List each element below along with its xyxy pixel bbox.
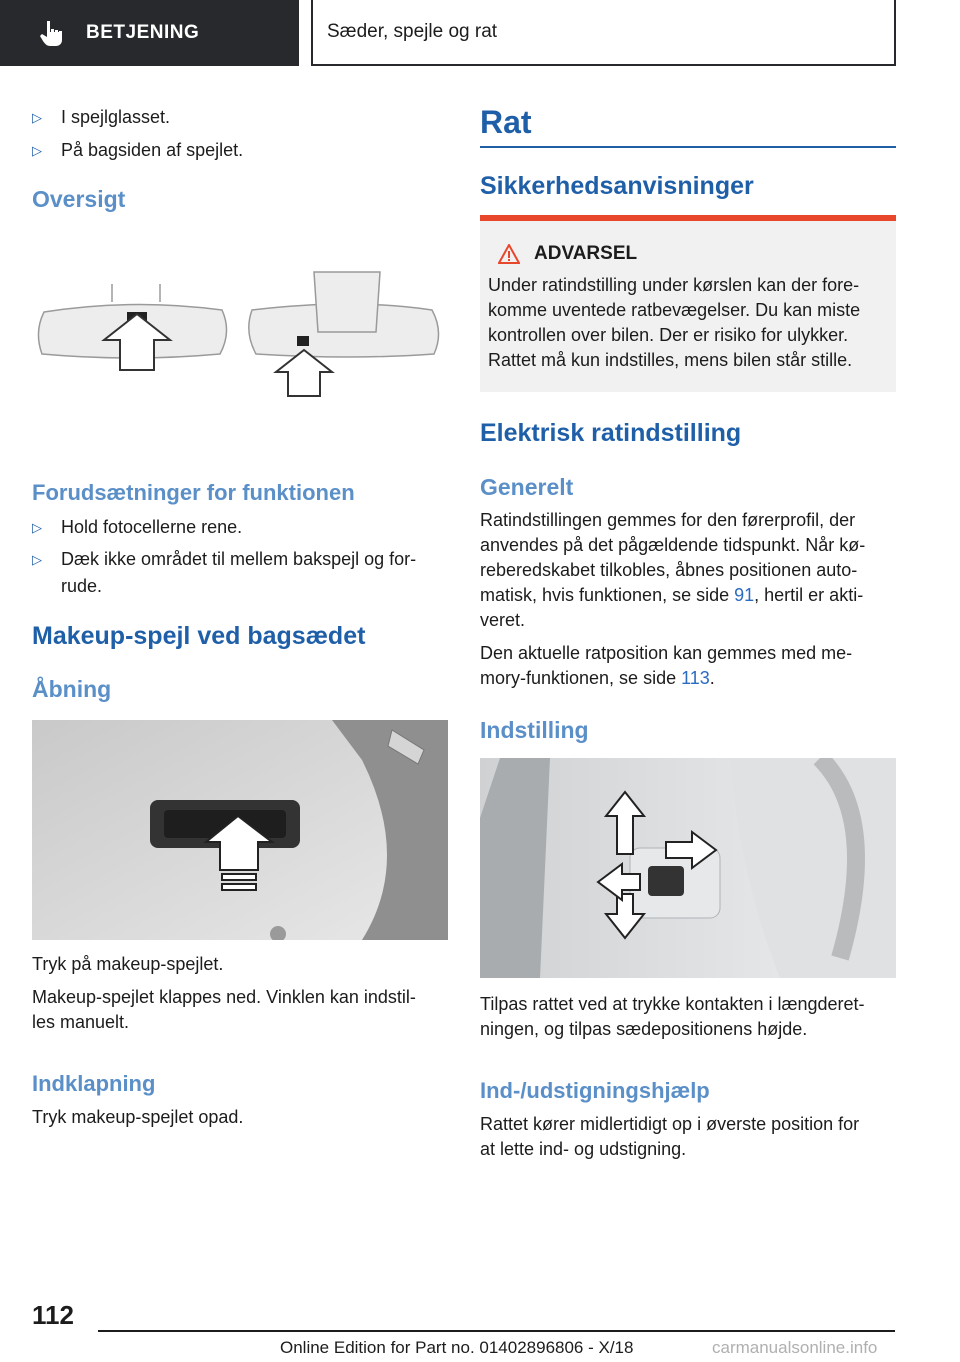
list-item: ▷ Hold fotocellerne rene.: [32, 514, 448, 541]
steering-switch-photo: [480, 758, 896, 978]
warning-text: Under ratindstilling under kørslen kan der fore- komme uventede ratbevægelser. Du kan miste kontrollen over bilen. Der er risiko for ulykker. Rattet må kun indstilles, mens bilen står stille.: [488, 275, 861, 370]
heading-indstilling: Indstilling: [480, 717, 589, 743]
mirror-illustration: [32, 262, 448, 408]
bullet-triangle-icon: ▷: [32, 520, 42, 535]
heading-elektrisk: Elektrisk ratindstilling: [480, 419, 742, 447]
warning-header: [498, 243, 888, 265]
heading-rat: Rat: [480, 104, 532, 140]
heading-forudsaetninger: Forudsætninger for funktionen: [32, 480, 355, 505]
heading-indklapning: Indklapning: [32, 1071, 156, 1096]
heading-oversigt: Oversigt: [32, 186, 126, 212]
heading-makeup-spejl: Makeup-spejl ved bagsædet: [32, 622, 366, 650]
makeup-mirror-photo: [32, 720, 448, 940]
warning-triangle-icon: [498, 244, 520, 264]
section-tab: [0, 0, 299, 66]
udstigning-text: Rattet kører midlertidigt op i øverste position for at lette ind- og udstigning.: [480, 1114, 860, 1159]
generelt-text: Ratindstillingen gemmes for den førerprofil, der anvendes på det pågældende tidspunkt. Når kø- reberedskabet tilkobles, åbnes positionen auto- matisk, hvis funktionen, se side 91, hertil er akti- veret.: [480, 510, 866, 630]
abning-description: Makeup-spejlet klappes ned. Vinklen kan indstil- les manuelt.: [32, 987, 416, 1032]
page-link-91[interactable]: 91: [734, 585, 755, 605]
bullet-triangle-icon: ▷: [32, 143, 42, 158]
edition-text: Online Edition for Part no. 01402896806 - X/18: [280, 1338, 634, 1357]
warning-box: [480, 215, 896, 392]
list-item: ▷ Dæk ikke området til mellem bakspejl og for- rude.: [32, 546, 448, 600]
memory-text: Den aktuelle ratposition kan gemmes med me- mory-funktionen, se side 113.: [480, 643, 853, 688]
list-item: ▷ I spejlglasset.: [32, 104, 448, 131]
warning-title: ADVARSEL: [534, 243, 638, 264]
list-item: ▷ På bagsiden af spejlet.: [32, 137, 448, 164]
heading-rule: [480, 146, 896, 148]
heading-abning: Åbning: [32, 676, 112, 702]
abning-text: Tryk på makeup-spejlet.: [32, 954, 224, 974]
watermark-text: carmanualsonline.info: [712, 1338, 878, 1357]
heading-udstigningshjaelp: Ind-/udstigningshjælp: [480, 1078, 710, 1103]
indklapning-text: Tryk makeup-spejlet opad.: [32, 1107, 244, 1127]
bullet-triangle-icon: ▷: [32, 552, 42, 567]
chapter-title: Sæder, spejle og rat: [327, 21, 498, 42]
page-number: 112: [32, 1300, 74, 1330]
footer-rule: [98, 1330, 895, 1332]
section-title: BETJENING: [86, 22, 200, 43]
chapter-tab: [311, 0, 896, 66]
page-link-113[interactable]: 113: [681, 668, 710, 688]
heading-sikkerhed: Sikkerhedsanvisninger: [480, 172, 754, 200]
bullet-triangle-icon: ▷: [32, 110, 42, 125]
heading-generelt: Generelt: [480, 474, 574, 500]
page-header: [0, 0, 960, 66]
indstilling-text: Tilpas rattet ved at trykke kontakten i længderet- ningen, og tilpas sædepositionens højde.: [480, 994, 865, 1039]
hand-pointer-icon: [38, 19, 66, 47]
